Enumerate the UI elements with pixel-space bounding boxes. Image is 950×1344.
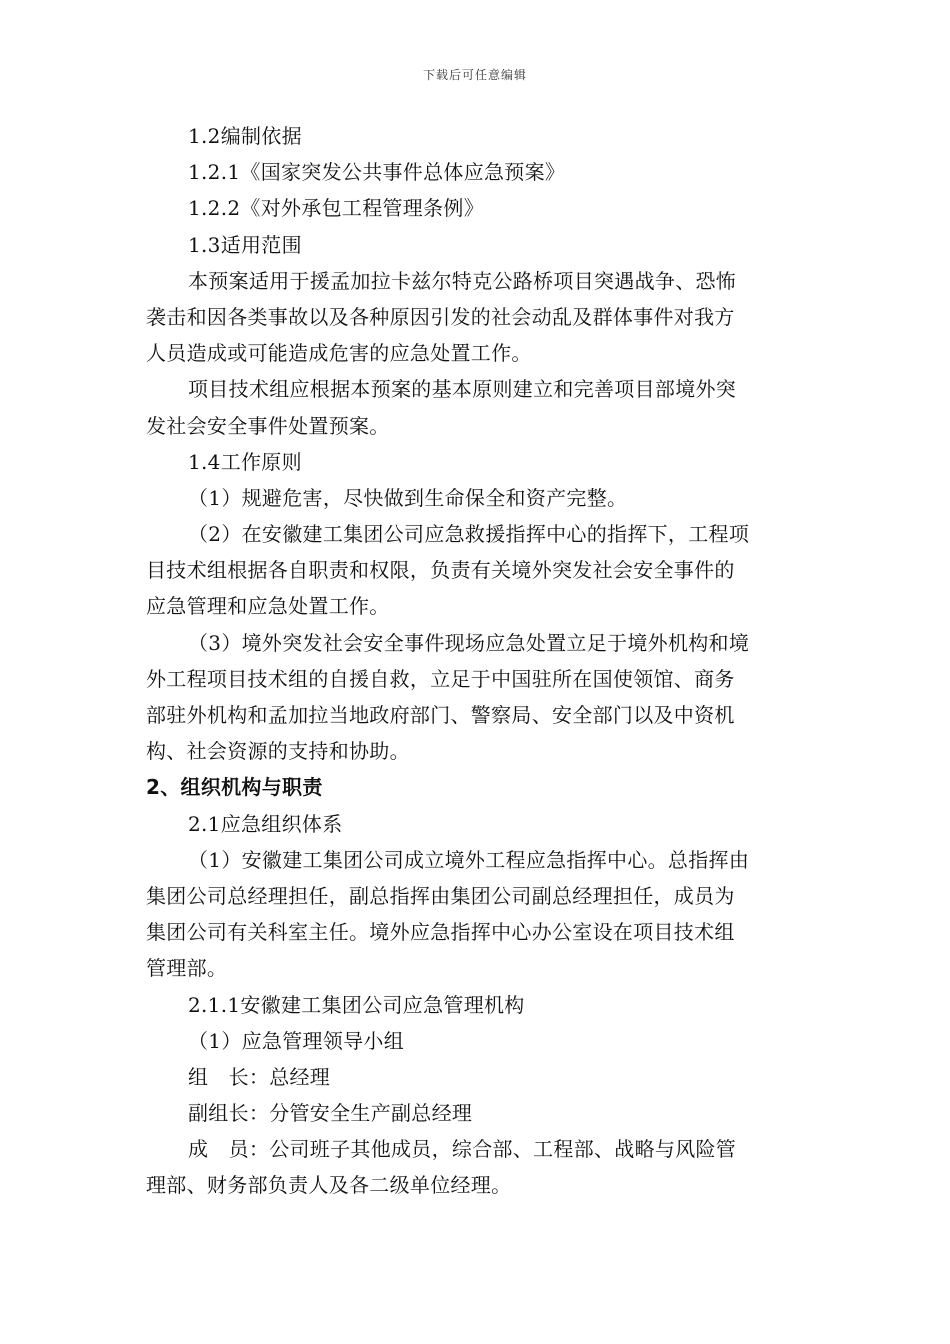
text-line: 本预案适用于援孟加拉卡兹尔特克公路桥项目突遇战争、恐怖 bbox=[188, 268, 737, 293]
text-line: （1）安徽建工集团公司成立境外工程应急指挥中心。总指挥由 bbox=[188, 847, 750, 872]
text-line: 成 员：公司班子其他成员，综合部、工程部、战略与风险管 bbox=[188, 1137, 737, 1162]
text-line: 人员造成或可能造成危害的应急处置工作。 bbox=[146, 341, 532, 366]
text-line: 袭击和因各类事故以及各种原因引发的社会动乱及群体事件对我方 bbox=[146, 304, 735, 329]
text-line: （2）在安徽建工集团公司应急救援指挥中心的指挥下，工程项 bbox=[188, 522, 750, 547]
text-line: （1）规避危害，尽快做到生命保全和资产完整。 bbox=[188, 485, 628, 510]
document-body bbox=[146, 118, 808, 1204]
text-line: 组 长：总经理 bbox=[188, 1064, 331, 1089]
text-line: （1）应急管理领导小组 bbox=[188, 1028, 405, 1053]
text-line: 1.4工作原则 bbox=[188, 449, 302, 474]
text-line: 应急管理和应急处置工作。 bbox=[146, 594, 390, 619]
text-line: 1.2编制依据 bbox=[188, 124, 302, 148]
page-header: 下载后可任意编辑 bbox=[422, 68, 527, 82]
text-line: 部驻外机构和孟加拉当地政府部门、警察局、安全部门以及中资机 bbox=[146, 703, 735, 727]
text-line: 项目技术组应根据本预案的基本原则建立和完善项目部境外突 bbox=[188, 377, 737, 402]
text-line: 1.3适用范围 bbox=[188, 232, 302, 257]
text-line: 2.1应急组织体系 bbox=[188, 811, 343, 836]
text-line: 1.2.1《国家突发公共事件总体应急预案》 bbox=[188, 160, 566, 185]
text-line: 构、社会资源的支持和协助。 bbox=[146, 739, 410, 764]
text-line: 管理部。 bbox=[146, 956, 228, 981]
text-line: 1.2.2《对外承包工程管理条例》 bbox=[188, 196, 484, 221]
text-line: （3）境外突发社会安全事件现场应急处置立足于境外机构和境 bbox=[188, 630, 750, 655]
text-line: 理部、财务部负责人及各二级单位经理。 bbox=[146, 1173, 512, 1198]
text-line: 发社会安全事件处置预案。 bbox=[146, 413, 390, 438]
section-heading: 2、组织机构与职责 bbox=[146, 775, 323, 800]
text-line: 副组长：分管安全生产副总经理 bbox=[188, 1101, 473, 1126]
text-line: 2.1.1安徽建工集团公司应急管理机构 bbox=[188, 992, 525, 1017]
text-line: 集团公司总经理担任，副总指挥由集团公司副总经理担任，成员为 bbox=[146, 883, 735, 908]
text-line: 目技术组根据各自职责和权限，负责有关境外突发社会安全事件的 bbox=[146, 558, 735, 583]
text-line: 外工程项目技术组的自援自救，立足于中国驻所在国使领馆、商务 bbox=[146, 666, 735, 691]
text-line: 集团公司有关科室主任。境外应急指挥中心办公室设在项目技术组 bbox=[146, 920, 735, 945]
